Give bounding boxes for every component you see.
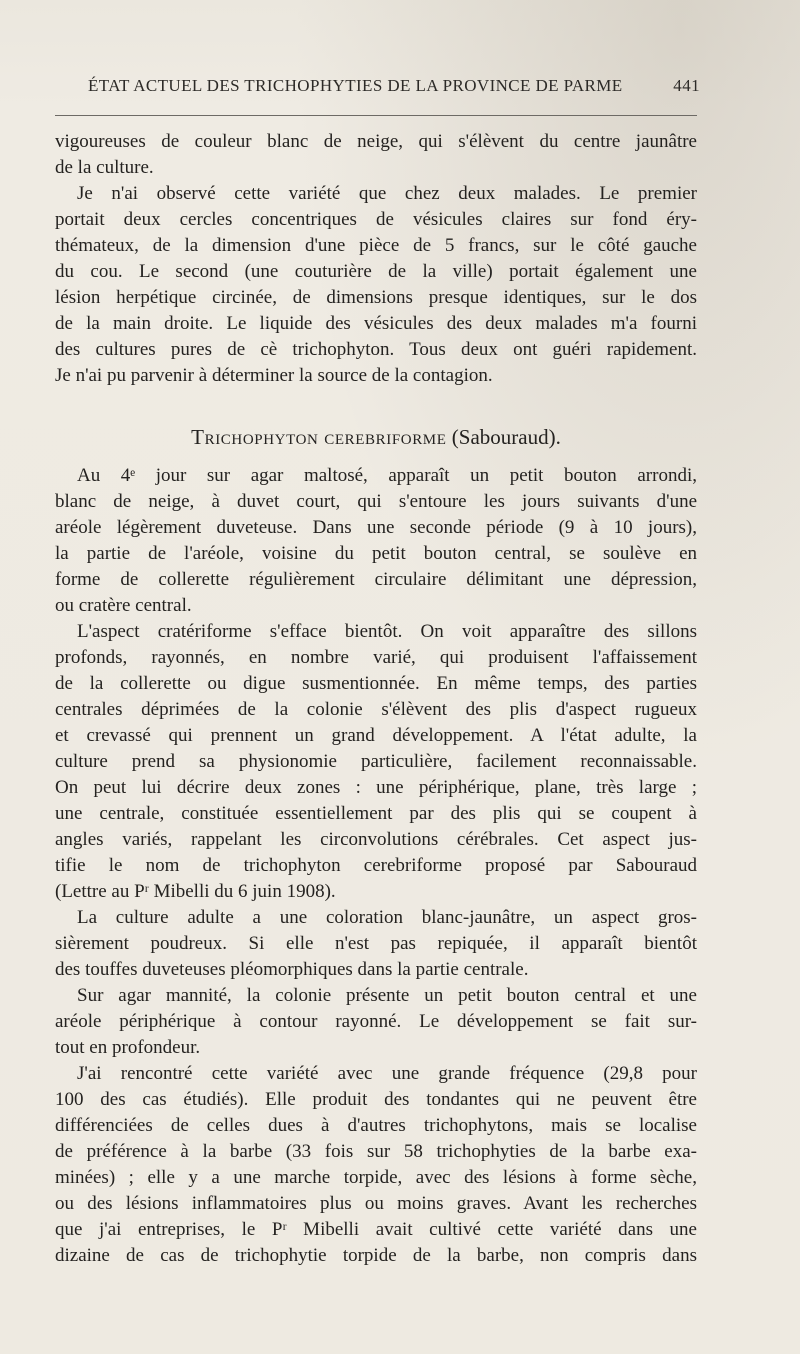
text-line: Je n'ai pu parvenir à déterminer la source de la contagion. [55, 365, 493, 386]
text-line: et crevassé qui prennent un grand développement. A l'état adulte, la [55, 725, 697, 746]
text-line: blanc de neige, à duvet court, qui s'entoure les jours suivants d'une [55, 491, 697, 512]
text-line: vigoureuses de couleur blanc de neige, qui s'élèvent du centre jaunâtre [55, 131, 697, 152]
header-rule [55, 115, 697, 116]
text-line: Au 4ᵉ jour sur agar maltosé, apparaît un petit bouton arrondi, [77, 465, 697, 486]
text-line: ou cratère central. [55, 595, 192, 616]
section-heading-author: (Sabouraud). [451, 425, 561, 449]
text-line: portait deux cercles concentriques de vésicules claires sur fond éry- [55, 209, 697, 230]
text-line: profonds, rayonnés, en nombre varié, qui produisent l'affaissement [55, 647, 697, 668]
text-line: que j'ai entreprises, le Pʳ Mibelli avait cultivé cette variété dans une [55, 1219, 697, 1240]
text-line: de la collerette ou digue susmentionnée. En même temps, des parties [55, 673, 697, 694]
text-line: lésion herpétique circinée, de dimensions presque identiques, sur le dos [55, 287, 697, 308]
text-line: sièrement poudreux. Si elle n'est pas repiquée, il apparaît bientôt [55, 933, 697, 954]
text-line: une centrale, constituée essentiellement par des plis qui se coupent à [55, 803, 697, 824]
text-line: différenciées de celles dues à d'autres trichophytons, mais se localise [55, 1115, 697, 1136]
text-line: ou des lésions inflammatoires plus ou moins graves. Avant les recherches [55, 1193, 697, 1214]
page-number: 441 [673, 76, 700, 95]
text-line: L'aspect cratériforme s'efface bientôt. On voit apparaître des sillons [77, 621, 697, 642]
section-heading-name: Trichophyton cerebriforme [191, 425, 447, 449]
text-line: la partie de l'aréole, voisine du petit bouton central, se soulève en [55, 543, 697, 564]
text-line: minées) ; elle y a une marche torpide, avec des lésions à forme sèche, [55, 1167, 697, 1188]
text-line: tout en profondeur. [55, 1037, 201, 1058]
running-title: ÉTAT ACTUEL DES TRICHOPHYTIES DE LA PROVINCE DE PARME [88, 76, 623, 95]
text-line: (Lettre au Pʳ Mibelli du 6 juin 1908). [55, 881, 336, 902]
text-line: dizaine de cas de trichophytie torpide de la barbe, non compris dans [55, 1245, 697, 1266]
text-line: forme de collerette régulièrement circulaire délimitant une dépression, [55, 569, 697, 590]
text-line: tifie le nom de trichophyton cerebriforme proposé par Sabouraud [55, 855, 697, 876]
text-line: 100 des cas étudiés). Elle produit des tondantes qui ne peuvent être [55, 1089, 697, 1110]
text-line: des touffes duveteuses pléomorphiques dans la partie centrale. [55, 959, 529, 980]
text-line: centrales déprimées de la colonie s'élèvent des plis d'aspect rugueux [55, 699, 697, 720]
text-line: aréole légèrement duveteuse. Dans une seconde période (9 à 10 jours), [55, 517, 697, 538]
text-line: angles variés, rappelant les circonvolutions cérébrales. Cet aspect jus- [55, 829, 697, 850]
text-line: Sur agar mannité, la colonie présente un petit bouton central et une [77, 985, 697, 1006]
text-line: aréole périphérique à contour rayonné. Le développement se fait sur- [55, 1011, 697, 1032]
text-line: culture prend sa physionomie particulière, facilement reconnaissable. [55, 751, 697, 772]
text-line: de la culture. [55, 157, 154, 178]
text-line: La culture adulte a une coloration blanc-jaunâtre, un aspect gros- [77, 907, 697, 928]
text-line: des cultures pures de cè trichophyton. Tous deux ont guéri rapidement. [55, 339, 697, 360]
running-header [88, 76, 700, 100]
text-line: du cou. Le second (une couturière de la ville) portait également une [55, 261, 697, 282]
text-line: thémateux, de la dimension d'une pièce de 5 francs, sur le côté gauche [55, 235, 697, 256]
text-line: de préférence à la barbe (33 fois sur 58 trichophyties de la barbe exa- [55, 1141, 697, 1162]
section-heading [55, 423, 697, 451]
text-line: de la main droite. Le liquide des vésicules des deux malades m'a fourni [55, 313, 697, 334]
text-line: J'ai rencontré cette variété avec une grande fréquence (29,8 pour [77, 1063, 697, 1084]
text-line: On peut lui décrire deux zones : une périphérique, plane, très large ; [55, 777, 697, 798]
text-line: Je n'ai observé cette variété que chez deux malades. Le premier [77, 183, 697, 204]
